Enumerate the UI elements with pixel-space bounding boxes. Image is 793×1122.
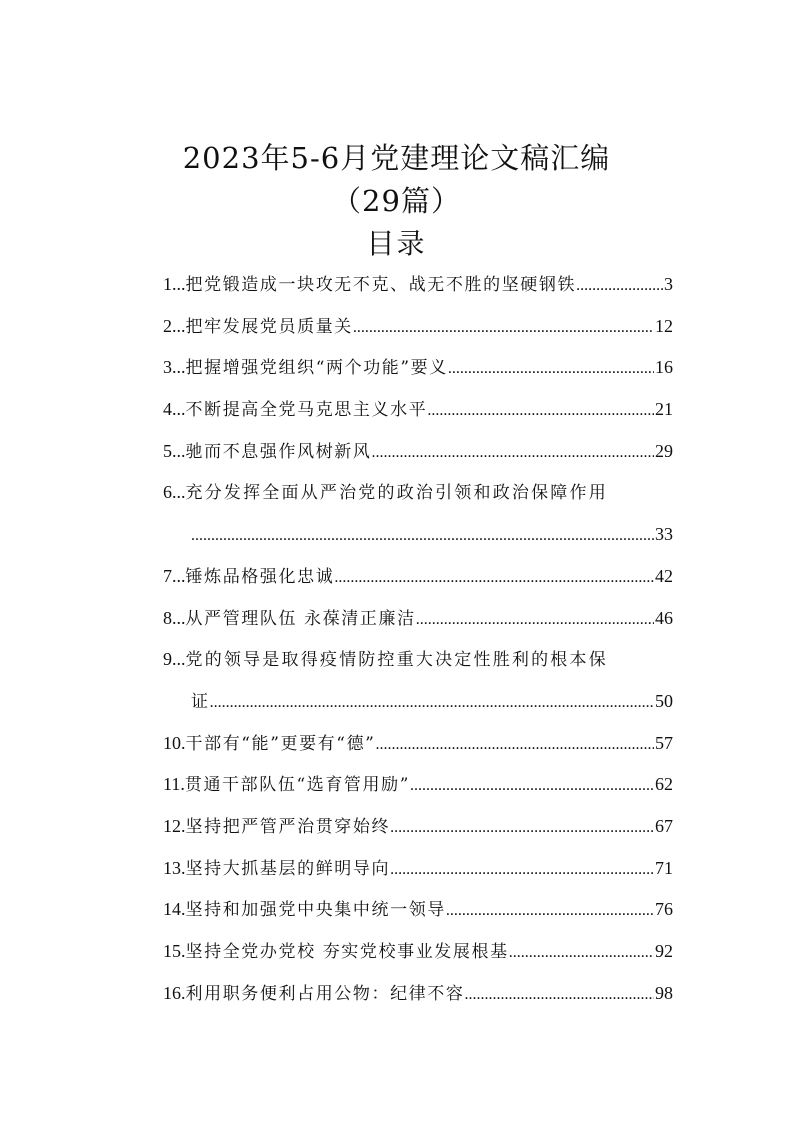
toc-entry[interactable] xyxy=(163,848,673,890)
toc-page-number: 92 xyxy=(655,941,673,961)
document-subtitle-count: （29篇） xyxy=(332,184,461,218)
toc-entry[interactable] xyxy=(163,389,673,431)
toc-entry-title: 把握增强党组织“两个功能”要义 xyxy=(185,358,448,379)
toc-entry-title: 坚持全党办党校 夯实党校事业发展根基 xyxy=(185,942,509,962)
toc-entry-number: 4... xyxy=(163,399,186,420)
toc-page-number: 76 xyxy=(655,899,673,920)
toc-entry[interactable] xyxy=(163,931,673,973)
toc-entry-title: 利用职务便利占用公物：纪律不容 xyxy=(185,983,465,1004)
toc-entry-title: 不断提高全党马克思主义水平 xyxy=(185,400,428,421)
toc-entry-title: 锤炼品格强化忠诚 xyxy=(185,566,335,587)
toc-page-number: 46 xyxy=(655,607,673,628)
toc-entry[interactable] xyxy=(163,431,673,473)
toc-entry[interactable] xyxy=(163,764,673,806)
toc-heading: 目录 xyxy=(366,227,427,260)
toc-entry[interactable] xyxy=(163,973,673,1015)
toc-dot-leader xyxy=(334,557,654,598)
toc-entry-line xyxy=(163,347,673,389)
toc-entry-title: 把牢发展党员质量关 xyxy=(185,316,353,337)
toc-dot-leader xyxy=(446,890,654,931)
toc-entry-number: 10. xyxy=(163,732,186,753)
toc-entry-number: 5... xyxy=(163,440,186,461)
toc-dot-leader xyxy=(390,807,654,848)
toc-entry-line xyxy=(163,681,673,723)
toc-page-number: 71 xyxy=(655,857,673,878)
toc-entry[interactable] xyxy=(163,472,673,555)
toc-entry-number: 6... xyxy=(163,482,186,503)
toc-entry-number: 16. xyxy=(163,982,186,1003)
toc-entry-title: 驰而不息强作风树新风 xyxy=(185,441,372,462)
toc-dot-leader xyxy=(210,682,654,723)
toc-entry-line xyxy=(163,639,673,681)
toc-entry-number: 13. xyxy=(163,857,186,878)
toc-entry-number: 3... xyxy=(163,357,186,378)
toc-entry-number: 11. xyxy=(163,774,185,795)
toc-page-number: 67 xyxy=(655,815,673,836)
toc-entry[interactable] xyxy=(163,264,673,306)
toc-dot-leader xyxy=(465,974,655,1015)
toc-page-number: 12 xyxy=(655,315,673,336)
toc-dot-leader xyxy=(416,599,654,640)
toc-page-number: 57 xyxy=(655,732,673,753)
toc-entry[interactable] xyxy=(163,306,673,348)
document-title: 2023年5-6月党建理论文稿汇编 xyxy=(182,141,611,175)
toc-entry[interactable] xyxy=(163,889,673,931)
toc-entry-line xyxy=(163,556,673,598)
toc-entry-number: 8... xyxy=(163,607,186,628)
toc-entry-line xyxy=(163,848,673,890)
toc-page-number: 50 xyxy=(655,690,673,711)
toc-entry-line xyxy=(163,306,673,348)
toc-entry-line xyxy=(163,889,673,931)
toc-entry-number: 15. xyxy=(163,941,186,961)
toc-entry-number: 2... xyxy=(163,315,186,336)
toc-dot-leader xyxy=(576,265,663,306)
toc-entry-line xyxy=(163,514,673,556)
toc-page-number: 29 xyxy=(655,440,673,461)
toc-entry-title: 充分发挥全面从严治党的政治引领和政治保障作用 xyxy=(185,483,608,504)
toc-entry-title: 贯通干部队伍“选育管用励” xyxy=(184,775,411,796)
toc-page-number: 62 xyxy=(655,774,673,795)
toc-entry-number: 12. xyxy=(163,815,186,836)
toc-entry[interactable] xyxy=(163,639,673,722)
toc-dot-leader xyxy=(375,724,654,765)
toc-entry-line xyxy=(163,931,673,973)
toc-entry-title: 证 xyxy=(191,691,210,712)
toc-entry-line xyxy=(163,723,673,765)
toc-page-number: 3 xyxy=(664,274,673,294)
toc-page-number: 21 xyxy=(655,399,673,420)
toc-page-number: 42 xyxy=(655,565,673,586)
toc-entry-number: 7... xyxy=(163,565,186,586)
toc-entry-title: 坚持把严管严治贯穿始终 xyxy=(185,816,391,837)
toc-entry-line xyxy=(163,764,673,806)
toc-entry-number: 9... xyxy=(163,649,186,670)
toc-dot-leader xyxy=(353,307,654,348)
toc-dot-leader xyxy=(509,932,654,973)
toc-entry-line xyxy=(163,264,673,306)
toc-page-number: 98 xyxy=(655,982,673,1003)
toc-entry-title: 坚持和加强党中央集中统一领导 xyxy=(185,900,446,921)
toc-entry-number: 14. xyxy=(163,899,186,920)
table-of-contents xyxy=(163,264,673,1014)
toc-entry[interactable] xyxy=(163,598,673,640)
toc-entry[interactable] xyxy=(163,556,673,598)
toc-page-number: 33 xyxy=(655,524,673,545)
toc-dot-leader xyxy=(191,515,654,556)
toc-entry-title: 把党锻造成一块攻无不克、战无不胜的坚硬钢铁 xyxy=(185,275,577,295)
toc-entry-title: 坚持大抓基层的鲜明导向 xyxy=(185,858,391,879)
toc-dot-leader xyxy=(410,765,654,806)
toc-entry[interactable] xyxy=(163,806,673,848)
toc-entry-title: 党的领导是取得疫情防控重大决定性胜利的根本保 xyxy=(185,650,608,671)
toc-entry-title: 从严管理队伍 永葆清正廉洁 xyxy=(185,608,416,629)
toc-page-number: 16 xyxy=(655,357,673,378)
toc-entry-line xyxy=(163,389,673,431)
toc-entry[interactable] xyxy=(163,347,673,389)
toc-entry-line xyxy=(163,472,673,514)
toc-entry-title: 干部有“能”更要有“德” xyxy=(185,733,376,754)
toc-entry-line xyxy=(163,431,673,473)
toc-entry-number: 1... xyxy=(163,274,186,294)
toc-entry-line xyxy=(163,598,673,640)
toc-entry-line xyxy=(163,806,673,848)
toc-dot-leader xyxy=(448,348,654,389)
toc-entry[interactable] xyxy=(163,723,673,765)
toc-dot-leader xyxy=(427,390,654,431)
toc-dot-leader xyxy=(372,432,655,473)
toc-entry-line xyxy=(163,973,673,1015)
toc-dot-leader xyxy=(390,849,654,890)
